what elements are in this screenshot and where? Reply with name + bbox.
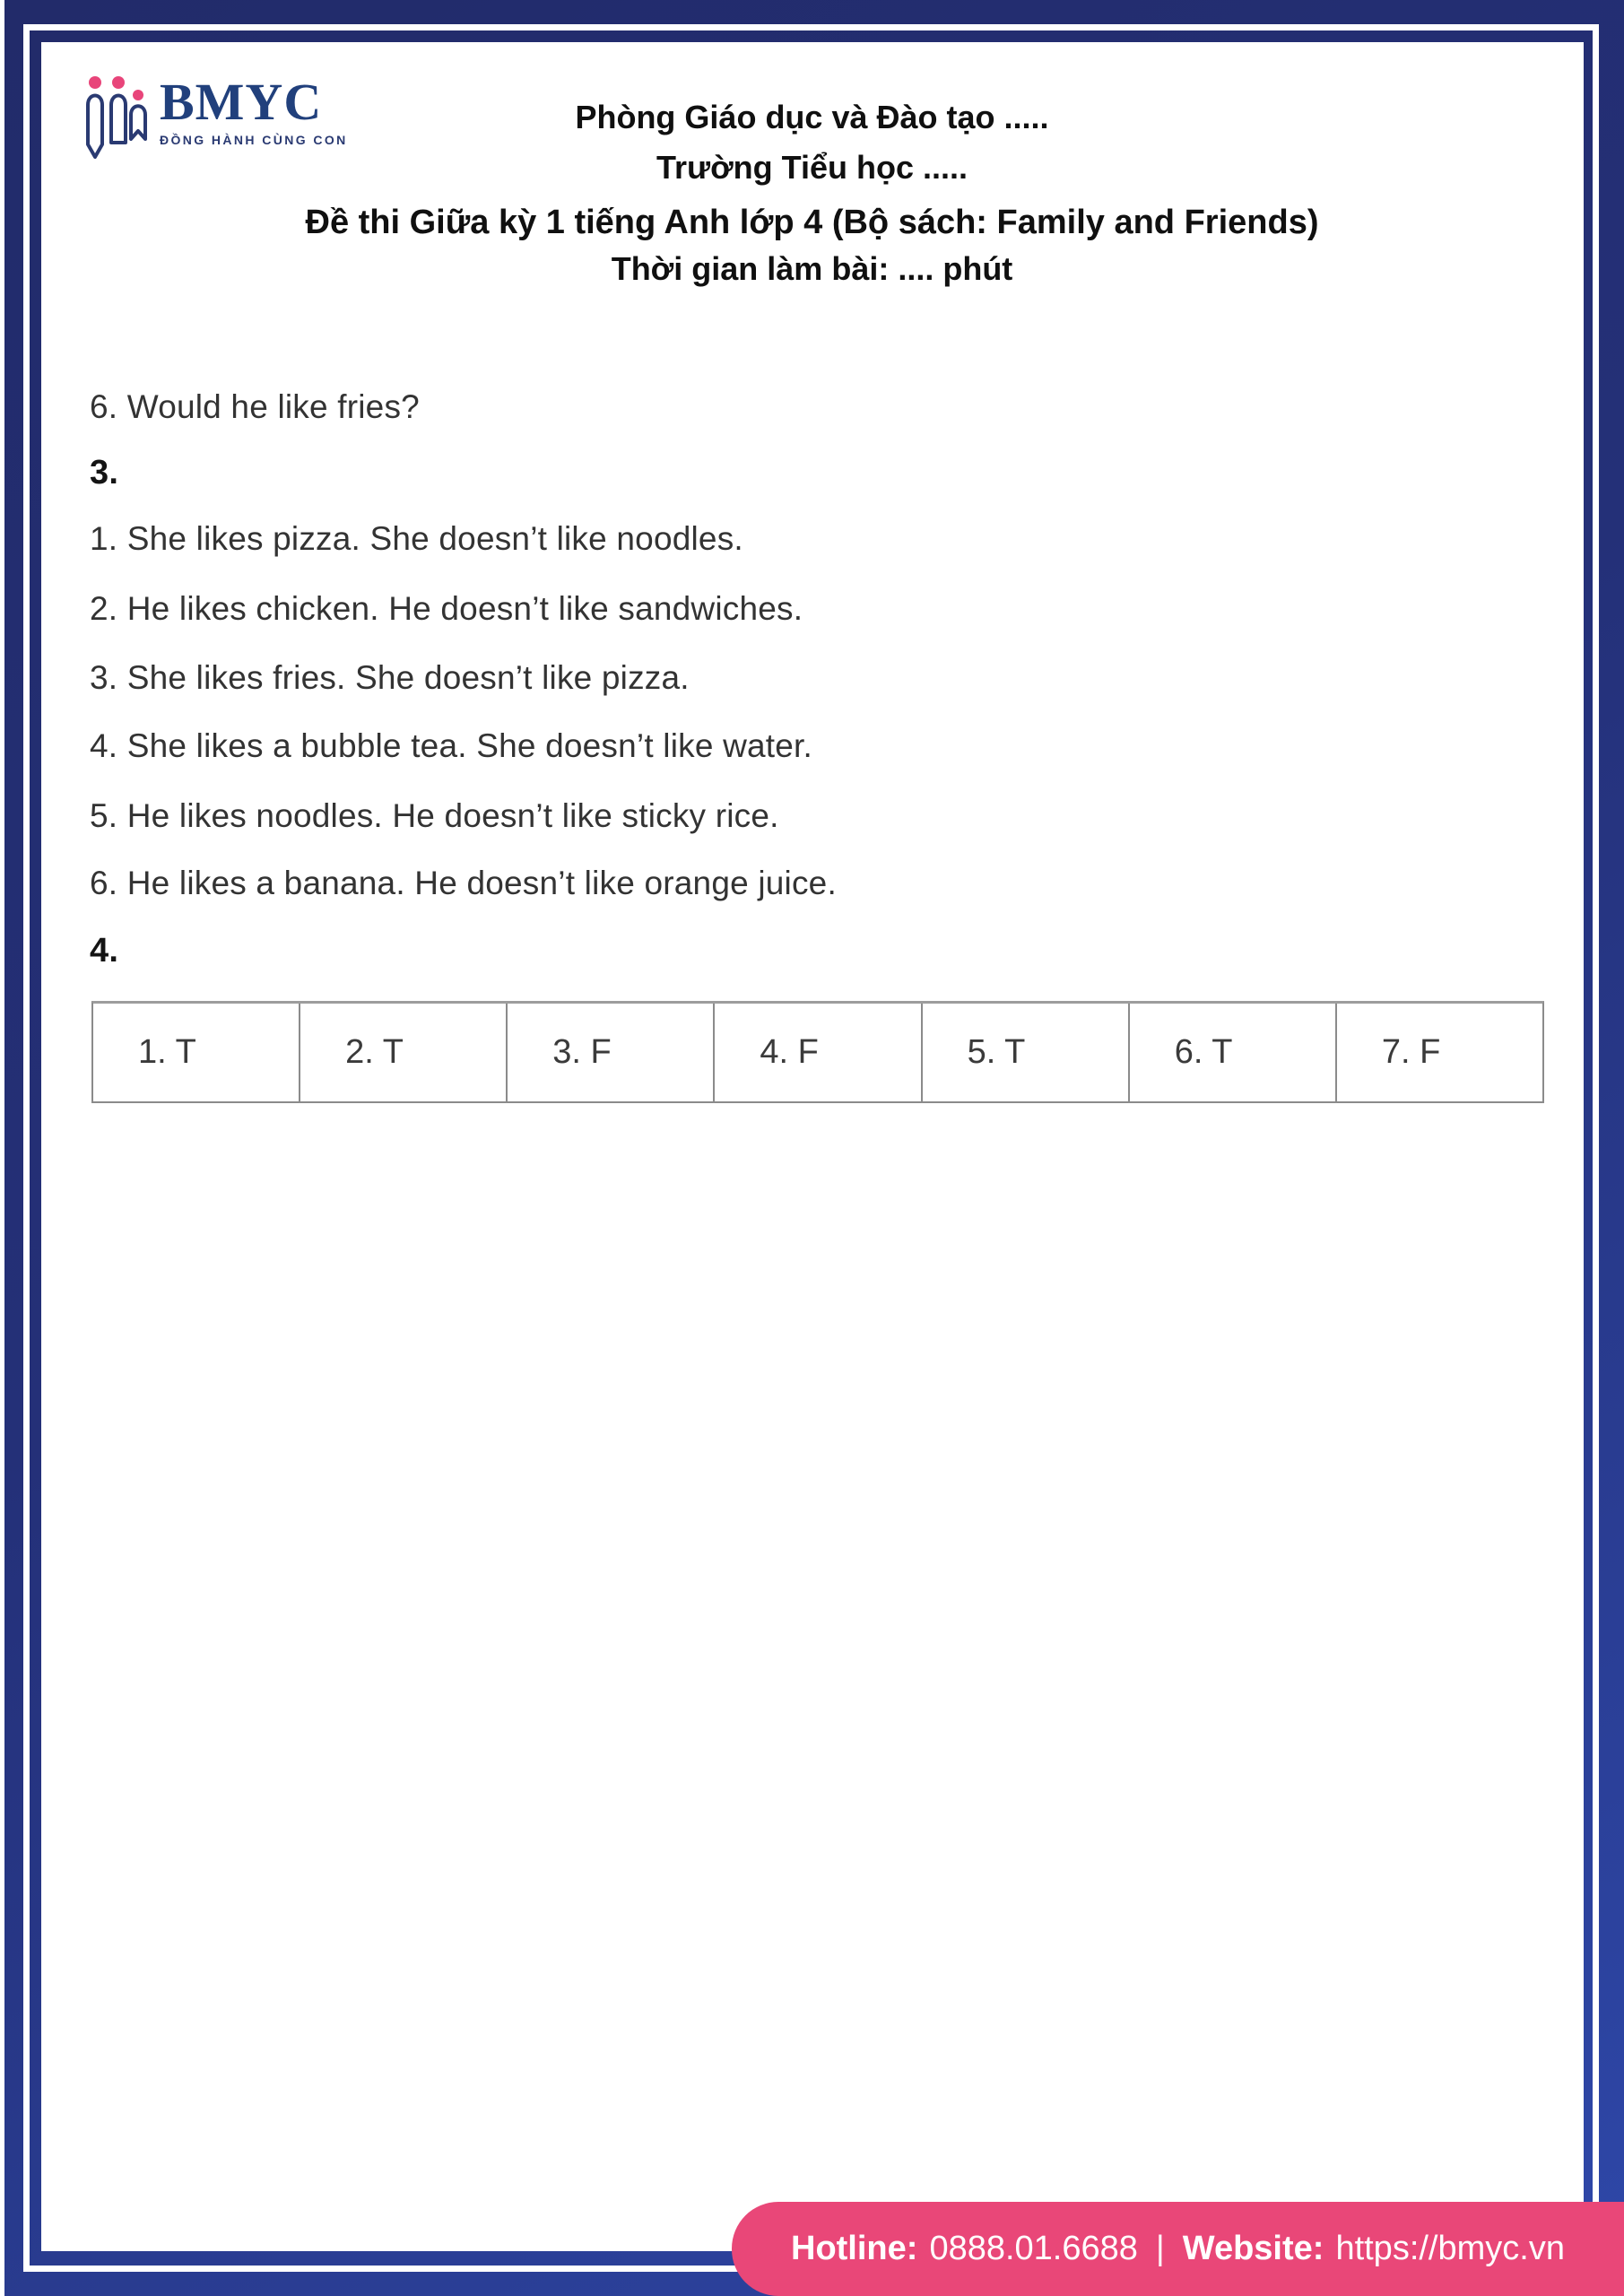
header-department-line: Phòng Giáo dục và Đào tạo .....	[575, 99, 1049, 135]
answer-cell: 2. T	[300, 1004, 508, 1101]
bmyc-brand-name: BMYC	[160, 73, 323, 131]
section3-item-5: 5. He likes noodles. He doesn’t like sticky rice.	[90, 797, 779, 834]
answer-cell: 1. T	[93, 1004, 300, 1101]
section3-item-4: 4. She likes a bubble tea. She doesn’t like water.	[90, 727, 813, 764]
question-6-line: 6. Would he like fries?	[90, 388, 420, 425]
section3-item-1: 1. She likes pizza. She doesn’t like noodles.	[90, 520, 743, 557]
answer-cell: 3. F	[508, 1004, 715, 1101]
bmyc-tagline: ĐỒNG HÀNH CÙNG CON	[160, 133, 348, 148]
answer-cell: 7. F	[1381, 1033, 1441, 1071]
footer-separator: |	[1155, 2230, 1165, 2267]
footer-contact-bar	[732, 2202, 1624, 2296]
website-label: Website:	[1182, 2230, 1324, 2267]
header-exam-title: Đề thi Giữa kỳ 1 tiếng Anh lớp 4 (Bộ sách: Family and Friends)	[305, 204, 1319, 241]
section3-item-2: 2. He likes chicken. He doesn’t like sandwiches.	[90, 590, 803, 627]
header-school-line: Trường Tiểu học .....	[656, 149, 968, 186]
exam-sheet	[41, 42, 1584, 2251]
answer-cell: 6. T	[1130, 1004, 1337, 1101]
header-duration-line: Thời gian làm bài: .... phút	[611, 250, 1013, 287]
section-3-label: 3.	[90, 454, 119, 491]
hotline-label: Hotline:	[791, 2230, 918, 2267]
section-4-label: 4.	[90, 932, 119, 970]
website-url: https://bmyc.vn	[1335, 2230, 1565, 2267]
section3-item-6: 6. He likes a banana. He doesn’t like orange juice.	[90, 865, 837, 901]
answer-table	[91, 1001, 1544, 1103]
answer-cell: 5. T	[923, 1004, 1130, 1101]
hotline-number: 0888.01.6688	[929, 2230, 1138, 2267]
section3-item-3: 3. She likes fries. She doesn’t like pizza.	[90, 659, 690, 696]
answer-cell: 4. F	[715, 1004, 922, 1101]
